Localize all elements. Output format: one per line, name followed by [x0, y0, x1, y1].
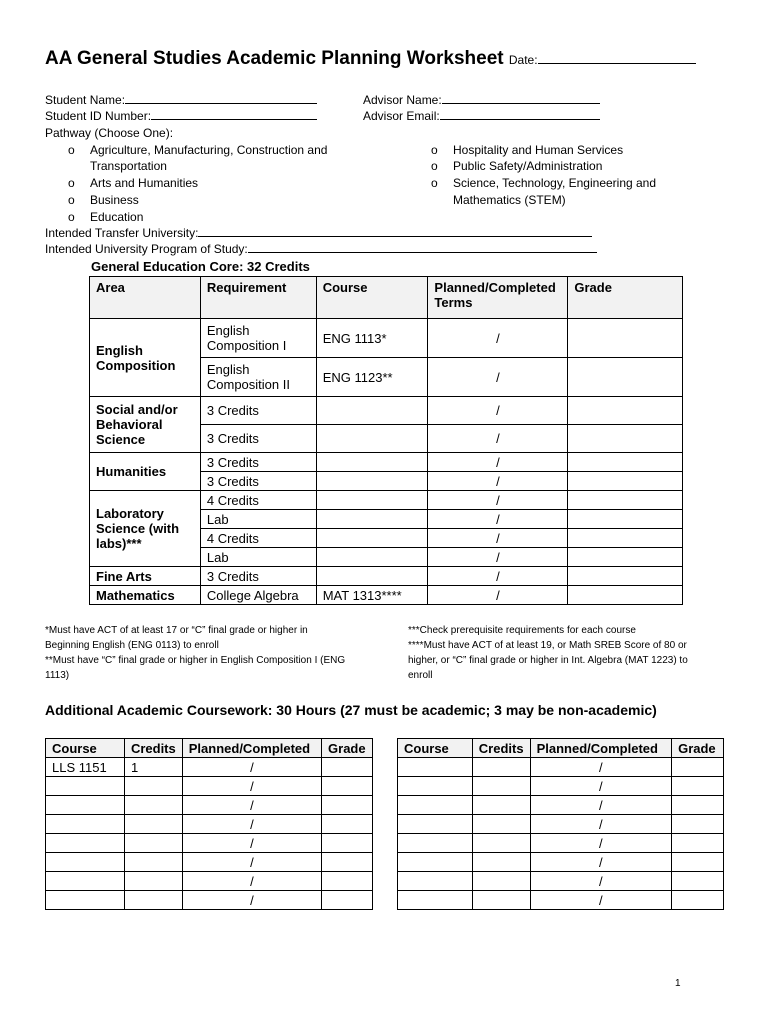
table-row — [90, 491, 683, 510]
course-cell[interactable] — [316, 472, 428, 491]
bullet-icon: o — [431, 143, 438, 157]
col-course: Course — [316, 277, 428, 319]
student-id-row — [45, 109, 317, 123]
student-id-label: Student ID Number: — [45, 109, 152, 123]
requirement-cell: 4 Credits — [200, 529, 316, 548]
page-title — [45, 48, 696, 70]
pathway-option-education[interactable]: o Education — [68, 210, 144, 224]
pathway-option-stem-cont: Mathematics (STEM) — [453, 193, 566, 207]
table-row — [90, 397, 683, 425]
table-row: / — [398, 834, 724, 853]
table-row: / — [398, 758, 724, 777]
table-row: / — [398, 872, 724, 891]
pathway-option-arts[interactable]: o Arts and Humanities — [68, 176, 199, 190]
advisor-email-row — [363, 109, 600, 123]
bullet-icon: o — [431, 159, 438, 173]
col-grade: Grade — [568, 277, 683, 319]
area-social: Social and/or Behavioral Science — [90, 397, 201, 453]
planned-cell[interactable]: / — [428, 453, 568, 472]
table-row: / — [398, 796, 724, 815]
transfer-university-label: Intended Transfer University: — [45, 226, 199, 240]
additional-title: Additional Academic Coursework: 30 Hours (27 must be academic; 3 may be non-academic) — [45, 702, 657, 718]
grade-cell[interactable] — [568, 548, 683, 567]
header-row: Course Credits Planned/Completed Grade — [398, 739, 724, 758]
table-row — [90, 319, 683, 358]
planned-cell[interactable]: / — [428, 319, 568, 358]
table-row — [90, 586, 683, 605]
grade-cell[interactable] — [568, 586, 683, 605]
course-cell[interactable] — [316, 567, 428, 586]
planned-cell[interactable]: / — [182, 758, 321, 777]
bullet-icon: o — [68, 210, 75, 224]
pathway-option-agriculture-cont: Transportation — [90, 159, 167, 173]
pathway-option-public-safety[interactable]: o Public Safety/Administration — [431, 159, 603, 173]
bullet-icon: o — [431, 176, 438, 190]
planned-cell[interactable]: / — [428, 586, 568, 605]
program-of-study-label: Intended University Program of Study: — [45, 242, 248, 256]
core-header-row — [90, 277, 683, 319]
planned-cell[interactable]: / — [428, 491, 568, 510]
additional-table-left — [45, 738, 373, 910]
additional-table-right — [397, 738, 724, 910]
grade-cell[interactable] — [568, 472, 683, 491]
requirement-cell: English Composition II — [200, 358, 316, 397]
core-title: General Education Core: 32 Credits — [91, 259, 310, 274]
transfer-university-row — [45, 226, 592, 240]
core-table — [89, 276, 683, 605]
header-row: Course Credits Planned/Completed Grade — [46, 739, 373, 758]
grade-cell[interactable] — [568, 397, 683, 425]
course-cell[interactable] — [316, 548, 428, 567]
page-number: 1 — [675, 978, 681, 989]
table-row: / — [398, 815, 724, 834]
course-cell[interactable]: ENG 1113* — [316, 319, 428, 358]
table-row: / — [46, 834, 373, 853]
advisor-name-field[interactable] — [442, 103, 600, 104]
table-row: / — [398, 777, 724, 796]
course-cell[interactable]: LLS 1151 — [46, 758, 125, 777]
table-row: / — [46, 853, 373, 872]
advisor-name-row — [363, 93, 600, 107]
date-label: Date: — [508, 53, 538, 67]
table-row — [46, 758, 373, 777]
course-cell[interactable] — [316, 491, 428, 510]
requirement-cell: English Composition I — [200, 319, 316, 358]
course-cell[interactable]: MAT 1313**** — [316, 586, 428, 605]
table-row: / — [46, 777, 373, 796]
pathway-option-stem[interactable]: o Science, Technology, Engineering and — [431, 176, 657, 190]
program-of-study-field[interactable] — [248, 252, 597, 253]
advisor-email-label: Advisor Email: — [363, 109, 440, 123]
worksheet-title: AA General Studies Academic Planning Worksheet — [45, 48, 504, 69]
advisor-email-field[interactable] — [440, 119, 600, 120]
grade-cell[interactable] — [568, 453, 683, 472]
planned-cell[interactable]: / — [428, 397, 568, 425]
student-name-field[interactable] — [125, 103, 317, 104]
notes-left: *Must have ACT of at least 17 or “C” final grade or higher in Beginning English (ENG 0113) to enroll **Must have “C” final grade or higher in English Composition I (ENG 1113) — [45, 625, 346, 681]
requirement-cell: 3 Credits — [200, 567, 316, 586]
area-english: English Composition — [90, 319, 201, 397]
requirement-cell: 3 Credits — [200, 472, 316, 491]
course-cell[interactable]: ENG 1123** — [316, 358, 428, 397]
table-row: / — [46, 872, 373, 891]
grade-cell[interactable] — [568, 319, 683, 358]
course-cell[interactable] — [316, 510, 428, 529]
bullet-icon: o — [68, 176, 75, 190]
table-row — [90, 453, 683, 472]
grade-cell[interactable] — [322, 758, 373, 777]
requirement-cell: 3 Credits — [200, 397, 316, 425]
area-humanities: Humanities — [90, 453, 201, 491]
table-row: / — [46, 815, 373, 834]
table-row: / — [398, 853, 724, 872]
student-id-field[interactable] — [151, 119, 317, 120]
planned-cell[interactable]: / — [428, 510, 568, 529]
requirement-cell: College Algebra — [200, 586, 316, 605]
table-row: / — [398, 891, 724, 910]
grade-cell[interactable] — [568, 510, 683, 529]
grade-cell[interactable] — [568, 491, 683, 510]
col-planned: Planned/Completed Terms — [428, 277, 568, 319]
planned-cell[interactable]: / — [428, 567, 568, 586]
credits-cell[interactable]: 1 — [124, 758, 182, 777]
student-name-label: Student Name: — [45, 93, 126, 107]
requirement-cell: 4 Credits — [200, 491, 316, 510]
col-requirement: Requirement — [200, 277, 316, 319]
bullet-icon: o — [68, 193, 75, 207]
course-cell[interactable] — [316, 453, 428, 472]
bullet-icon: o — [68, 143, 75, 157]
transfer-university-field[interactable] — [198, 236, 592, 237]
grade-cell[interactable] — [568, 358, 683, 397]
planned-cell[interactable]: / — [428, 548, 568, 567]
table-row: / — [46, 891, 373, 910]
advisor-name-label: Advisor Name: — [363, 93, 442, 107]
area-fine-arts: Fine Arts — [90, 567, 201, 586]
pathway-option-business[interactable]: o Business — [68, 193, 139, 207]
grade-cell[interactable] — [568, 567, 683, 586]
col-area: Area — [90, 277, 201, 319]
table-row — [90, 567, 683, 586]
pathway-option-hospitality[interactable]: o Hospitality and Human Services — [431, 143, 624, 157]
notes-right: ***Check prerequisite requirements for each course ****Must have ACT of at least 19, or Math SREB Score of 80 or higher, or “C” final grade or higher in Int. Algebra (MAT 1223) to enroll — [408, 625, 688, 681]
table-row: / — [46, 796, 373, 815]
course-cell[interactable] — [316, 397, 428, 425]
requirement-cell: Lab — [200, 548, 316, 567]
planned-cell[interactable]: / — [428, 425, 568, 453]
area-lab-science: Laboratory Science (with labs)*** — [90, 491, 201, 567]
requirement-cell: Lab — [200, 510, 316, 529]
course-cell[interactable] — [316, 529, 428, 548]
course-cell[interactable] — [316, 425, 428, 453]
program-of-study-row — [45, 242, 597, 256]
grade-cell[interactable] — [568, 425, 683, 453]
student-name-row — [45, 93, 317, 107]
grade-cell[interactable] — [568, 529, 683, 548]
pathway-option-agriculture[interactable]: o Agriculture, Manufacturing, Construction and — [68, 143, 328, 157]
pathway-label: Pathway (Choose One): — [45, 126, 174, 140]
date-field[interactable] — [538, 63, 696, 64]
area-mathematics: Mathematics — [90, 586, 201, 605]
requirement-cell: 3 Credits — [200, 425, 316, 453]
planned-cell[interactable]: / — [428, 472, 568, 491]
requirement-cell: 3 Credits — [200, 453, 316, 472]
planned-cell[interactable]: / — [428, 529, 568, 548]
planned-cell[interactable]: / — [428, 358, 568, 397]
